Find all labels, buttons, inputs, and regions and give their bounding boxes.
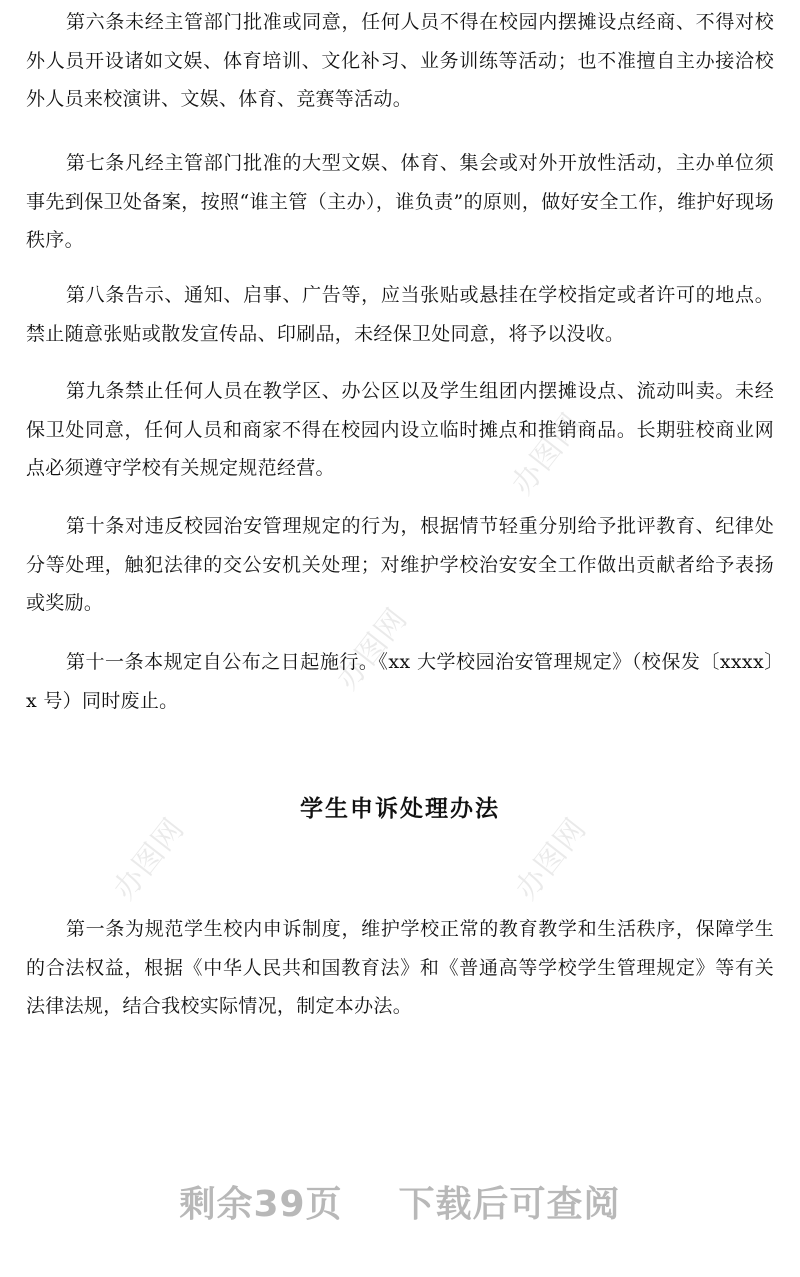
- remaining-pages-label: 剩余39页: [179, 1184, 343, 1225]
- article-8: 第八条告示、通知、启事、广告等，应当张贴或悬挂在学校指定或者许可的地点。禁止随意张贴或散发宣传品、印刷品，未经保卫处同意，将予以没收。: [26, 284, 774, 345]
- watermark: 办图网: [504, 406, 590, 502]
- article-6: 第六条未经主管部门批准或同意，任何人员不得在校园内摆摊设点经商、不得对校外人员开设诸如文娱、体育培训、文化补习、业务训练等活动；也不准擅自主办接洽校外人员来校演讲、文娱、体育、竞赛等活动。: [26, 11, 774, 110]
- section-article-1: 第一条为规范学生校内申诉制度，维护学校正常的教育教学和生活秩序，保障学生的合法权益，根据《中华人民共和国教育法》和《普通高等学校学生管理规定》等有关法律法规，结合我校实际情况，制定本办法。: [26, 918, 774, 1017]
- article-11: 第十一条本规定自公布之日起施行。《xx 大学校园治安管理规定》（校保发〔xxxx〕x 号）同时废止。: [26, 651, 774, 712]
- article-10: 第十条对违反校园治安管理规定的行为，根据情节轻重分别给予批评教育、纪律处分等处理，触犯法律的交公安机关处理；对维护学校治安安全工作做出贡献者给予表扬或奖励。: [26, 515, 774, 614]
- article-7: 第七条凡经主管部门批准的大型文娱、体育、集会或对外开放性活动，主办单位须事先到保卫处备案，按照“谁主管（主办），谁负责”的原则，做好安全工作，维护好现场秩序。: [26, 152, 774, 251]
- watermark: 办图网: [329, 601, 415, 697]
- download-hint-label: 下载后可查阅: [398, 1184, 621, 1225]
- download-prompt[interactable]: [0, 1176, 800, 1227]
- watermark: 办图网: [106, 811, 192, 907]
- watermark: 办图网: [508, 811, 594, 907]
- section-title: 学生申诉处理办法: [300, 796, 500, 822]
- article-9: 第九条禁止任何人员在教学区、办公区以及学生组团内摆摊设点、流动叫卖。未经保卫处同意，任何人员和商家不得在校园内设立临时摊点和推销商品。长期驻校商业网点必须遵守学校有关规定规范经营。: [26, 380, 774, 479]
